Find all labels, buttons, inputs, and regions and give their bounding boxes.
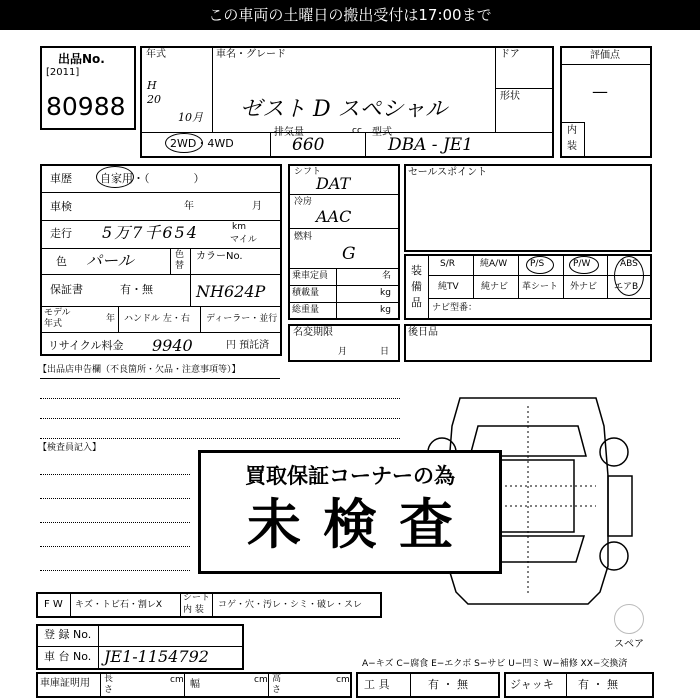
width-label: 幅 [190,679,200,690]
model-year-label-1: モデル [44,308,71,318]
km-unit: km [232,222,246,232]
color-change-label-2: 替 [175,261,185,271]
later-items-box [404,324,652,362]
height-label-2: さ [272,685,282,695]
capacity-label: 乗車定員 [292,271,329,281]
pw-circle [569,256,599,274]
registration-label: 登 録 No. [44,628,92,641]
seat-label-2: 内 装 [183,605,204,615]
shape-label: 形状 [500,91,520,102]
stamp-line-2: 未検査 [247,493,475,556]
handle-label: ハンドル 左・右 [124,314,190,324]
color-no-value: NH624P [196,282,266,301]
chassis-label: 車 台 No. [44,650,92,663]
color-label: 色 [56,255,67,268]
tool-value: 有 ・ 無 [428,678,468,691]
displacement-value: 660 [292,135,325,155]
navi-model-label: ナビ型番： [432,303,478,313]
recycle-label: リサイクル料金 [48,339,124,352]
inspector-label: 【検査員記入】 [38,443,102,453]
recycle-value: 9940 [152,336,193,355]
equipment-sr: S/R [440,259,455,269]
equipment-power-steering: P/S [530,259,545,269]
interior-label-2: 装 [567,141,577,152]
name-change-day: 日 [380,347,390,357]
lot-number: 80988 [46,92,126,121]
mileage-label: 走行 [50,227,72,240]
history-label: 車歴 [50,172,72,185]
fw-value: キズ・トビ石・割レX [75,600,162,610]
private-use-circle [96,166,134,188]
model-value: DBA - JE1 [388,135,473,155]
equipment-label-1: 装 [411,264,422,277]
inspection-year-unit: 年 [184,201,194,212]
ps-circle [526,256,554,274]
height-label-1: 高 [272,674,282,684]
car-name-value: ゼスト D スペシャル [240,97,448,122]
color-value: パール [86,251,134,270]
ac-label: 冷房 [294,197,313,207]
length-label-1: 長 [104,674,114,684]
stamp-line-1: 買取保証コーナーの為 [245,464,455,488]
wheel-rear-right [600,542,628,570]
shift-value: DAT [316,174,351,193]
later-items-label: 後日品 [408,327,438,338]
warranty-label: 保証書 [50,283,83,296]
equipment-power-window: P/W [573,259,591,269]
equipment-alloy-wheel: 純A/W [480,259,508,269]
load-label: 積載量 [292,288,320,298]
lot-year-tag: [2011] [46,67,80,78]
equipment-label-3: 品 [411,296,422,309]
fuel-label: 燃料 [294,232,313,242]
height-cm: cm [336,675,350,685]
jack-value: 有 ・ 無 [578,678,618,691]
warranty-value: 有・無 [120,283,153,296]
year-num: 20 [147,93,161,106]
displacement-label: 排気量 [274,127,304,138]
seat-value: コゲ・穴・汚レ・シミ・破レ・スレ [218,600,363,610]
model-year-unit: 年 [106,314,116,324]
shift-label: シフト [294,167,322,177]
chassis-value: JE1-1154792 [104,647,209,666]
name-change-label: 名変期限 [293,327,333,338]
capacity-unit: 名 [382,271,392,281]
ac-value: AAC [316,207,352,226]
inspection-month-unit: 月 [252,201,262,212]
seat-label-1: シート [183,593,211,603]
mile-unit: マイル [230,235,257,245]
equipment-aftermarket-navi: 外ナビ [570,282,598,292]
dealer-label: ディーラー・並行 [206,314,278,324]
name-change-month: 月 [338,347,348,357]
equipment-label-2: 備 [411,280,422,293]
door-label: ドア [500,49,520,60]
fuel-value: G [342,244,356,264]
car-name-label: 車名・グレード [216,49,286,60]
spare-label: スペア [614,639,644,650]
tool-label: 工 具 [364,678,390,691]
spare-tire-icon [614,604,644,634]
interior-label-1: 内 [567,125,577,136]
equipment-leather-seat: 革シート [522,282,559,292]
equipment-airbag: エアB [614,282,639,292]
lot-number-label: 出品No. [58,52,105,66]
cc-unit: cc [352,126,362,136]
color-change-label-1: 色 [175,250,185,260]
load-unit: kg [380,288,391,298]
grade-value: — [592,82,608,101]
model-year-label-2: 年式 [44,319,63,329]
weight-label: 総重量 [292,305,320,315]
side-panel-right [608,476,632,536]
equipment-abs: ABS [620,259,638,269]
width-cm: cm [254,675,268,685]
drive-value: 2WD・4WD [170,137,234,150]
jack-label: ジャッキ [510,678,554,691]
abs-circle [614,256,644,296]
recycle-unit: 円 預託済 [226,340,270,351]
header-banner-text: この車両の土曜日の搬出受付は17:00まで [208,6,492,24]
color-no-label: カラーNo. [196,251,243,262]
history-value: 自家用・（ ） [100,172,205,185]
model-label: 型式 [372,127,392,138]
fw-label: F W [44,599,63,610]
grade-label: 評価点 [590,50,620,61]
length-cm: cm [170,675,184,685]
month-value: 10月 [178,111,203,124]
year-era: H [147,79,157,92]
equipment-navi: 純ナビ [481,282,509,292]
sales-point-label: セールスポイント [408,167,488,178]
length-label-2: さ [104,685,114,695]
certificate-label: 車庫証明用 [40,678,90,689]
equipment-tv: 純TV [438,282,459,292]
inspection-label: 車検 [50,200,72,213]
mileage-value: 5万7千654 [102,223,199,242]
damage-legend: A−キズ C−腐食 E−エクボ S−サビ U−凹ミ W−補修 XX−交換済 [362,659,628,669]
year-label: 年式 [146,49,166,60]
weight-unit: kg [380,305,391,315]
wheel-front-right [600,438,628,466]
drive-circle [165,133,203,153]
seller-report-label: 【出品店申告欄（不良箇所・欠品・注意事項等）】 [38,365,241,375]
